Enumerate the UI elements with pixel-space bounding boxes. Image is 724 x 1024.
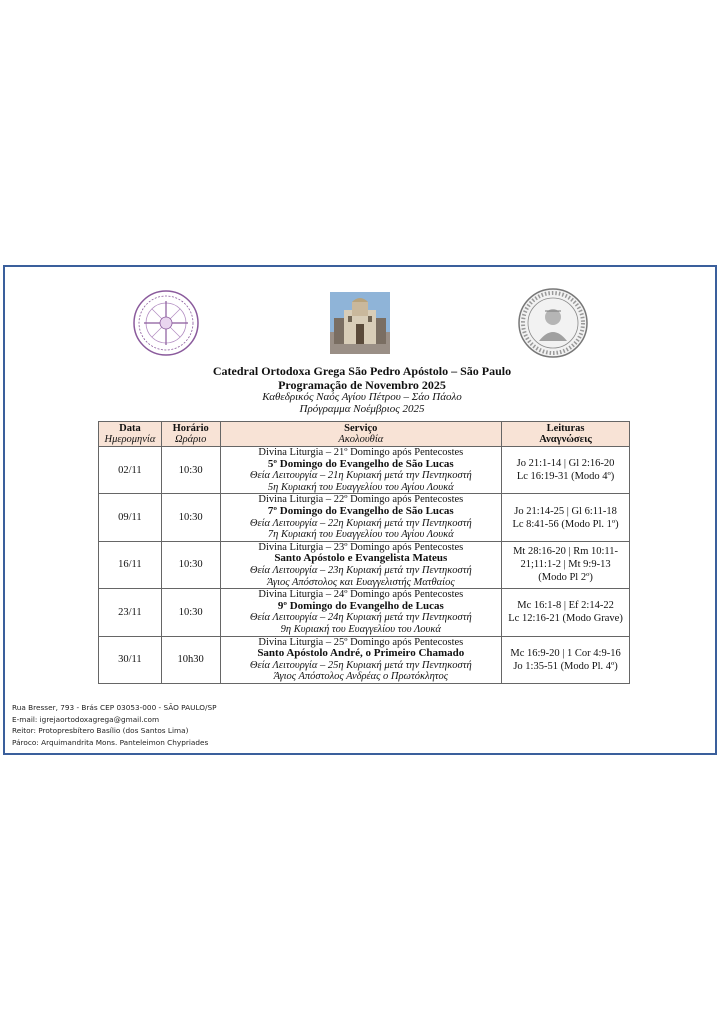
row-time: 10h30 [161,636,220,683]
row-readings [502,494,630,541]
cathedral-title: Catedral Ortodoxa Grega São Pedro Apóstolo – São Paulo [212,364,512,378]
reading-line: (Modo Pl 2º) [538,572,593,584]
reading-line: Mc 16:9-20 | 1 Cor 4:9-16 [510,647,621,659]
footer-contact [12,702,217,748]
header-readings [502,422,630,447]
row-readings [502,541,630,588]
reading-line: Jo 1:35-51 (Modo Pl. 4º) [513,660,618,672]
header-readings-label: Leituras [546,423,585,434]
header-service-label: Serviço [344,423,378,434]
service-feast: 5º Domingo do Evangelho de São Lucas [267,457,454,470]
reading-line: Mc 16:1-8 | Ef 2:14-22 [517,600,614,612]
row-service [220,541,502,588]
header-time-label: Horário [172,423,209,434]
service-feast-gr: 5η Κυριακή του Ευαγγελίου του Αγίου Λουκά [267,481,454,493]
service-line-pt: Divina Liturgia – 25º Domingo após Pentecostes [258,636,464,648]
header-time [161,422,220,447]
header-readings-greek: Αναγνώσεις [539,434,592,445]
row-date: 30/11 [99,636,162,683]
footer-address: Rua Bresser, 793 - Brás CEP 03053-000 - SÃO PAULO/SP [12,703,217,712]
reading-line: Lc 12:16-21 (Modo Grave) [508,613,623,625]
service-line-gr: Θεία Λειτουργία – 22η Κυριακή μετά την Πεντηκοστή [249,517,472,529]
row-service [220,494,502,541]
service-line-gr: Θεία Λειτουργία – 23η Κυριακή μετά την Πεντηκοστή [249,564,472,576]
service-feast: 7º Domingo do Evangelho de São Lucas [267,504,454,517]
greek-subtitle: Πρόγραμμα Νοέμβριος 2025 [299,403,425,415]
service-feast-gr: Άγιος Απόστολος Ανδρέας ο Πρωτόκλητος [273,671,449,683]
row-date: 23/11 [99,589,162,636]
reading-line: Lc 16:19-31 (Modo 4º) [516,471,615,483]
left-seal-logo [132,289,200,357]
row-date: 16/11 [99,541,162,588]
header-date-label: Data [119,423,141,434]
service-feast-gr: 7η Κυριακή του Ευαγγελίου του Αγίου Λουκά [267,529,454,541]
table-row [99,447,630,494]
table-row [99,494,630,541]
row-time: 10:30 [161,494,220,541]
service-feast-gr: Άγιος Απόστολος και Ευαγγελιστής Ματθαίος [267,576,455,588]
reading-line: Mt 28:16-20 | Rm 10:11- [513,546,619,558]
program-subtitle: Programação de Novembro 2025 [278,378,446,392]
header-service [220,422,502,447]
row-time: 10:30 [161,589,220,636]
table-row [99,636,630,683]
service-line-pt: Divina Liturgia – 21º Domingo após Pentecostes [258,447,464,458]
service-line-pt: Divina Liturgia – 23º Domingo após Pentecostes [258,541,464,553]
right-seal-logo [517,287,589,359]
reading-line: 21;11:1-2 | Mt 9:9-13 [520,559,611,571]
service-feast: 9º Domingo do Evangelho de Lucas [277,599,444,612]
row-date: 09/11 [99,494,162,541]
reading-line: Jo 21:14-25 | Gl 6:11-18 [514,505,617,517]
row-readings [502,636,630,683]
header-time-greek: Ωράριο [174,434,207,445]
row-service [220,589,502,636]
row-time: 10:30 [161,447,220,494]
row-service [220,636,502,683]
reading-line: Jo 21:1-14 | Gl 2:16-20 [516,458,615,470]
service-feast-gr: 9η Κυριακή του Ευαγγελίου του Λουκά [280,623,441,635]
service-feast: Santo Apóstolo e Evangelista Mateus [274,552,448,565]
service-line-gr: Θεία Λειτουργία – 21η Κυριακή μετά την Πεντηκοστή [249,470,472,482]
footer-rector: Reitor: Protopresbítero Basílio (dos Santos Lima) [12,726,189,736]
greek-title: Καθεδρικός Ναός Αγίου Πέτρου – Σάο Πάολο [262,391,462,403]
service-line-pt: Divina Liturgia – 22º Domingo após Pentecostes [258,494,464,506]
table-row [99,589,630,636]
header-date [99,422,162,447]
service-line-gr: Θεία Λειτουργία – 24η Κυριακή μετά την Πεντηκοστή [249,612,472,624]
reading-line: Lc 8:41-56 (Modo Pl. 1º) [512,518,619,530]
service-line-gr: Θεία Λειτουργία – 25η Κυριακή μετά την Πεντηκοστή [249,659,472,671]
row-readings [502,447,630,494]
service-feast: Santo Apóstolo André, o Primeiro Chamado [257,647,465,660]
table-row [99,541,630,588]
row-service [220,447,502,494]
service-line-pt: Divina Liturgia – 24º Domingo após Pentecostes [258,589,464,601]
cathedral-photo [330,292,390,354]
table-header-row [99,422,630,447]
footer-email[interactable]: E-mail: igrejaortodoxagrega@gmail.com [12,714,160,724]
row-date: 02/11 [99,447,162,494]
row-readings [502,589,630,636]
header-service-greek: Ακολουθία [338,434,384,445]
header-date-greek: Ημερομηνία [104,434,156,445]
schedule-table [98,421,630,684]
footer-parish-priest: Pároco: Arquimandrita Mons. Panteleimon Chypriades [12,737,209,747]
row-time: 10:30 [161,541,220,588]
